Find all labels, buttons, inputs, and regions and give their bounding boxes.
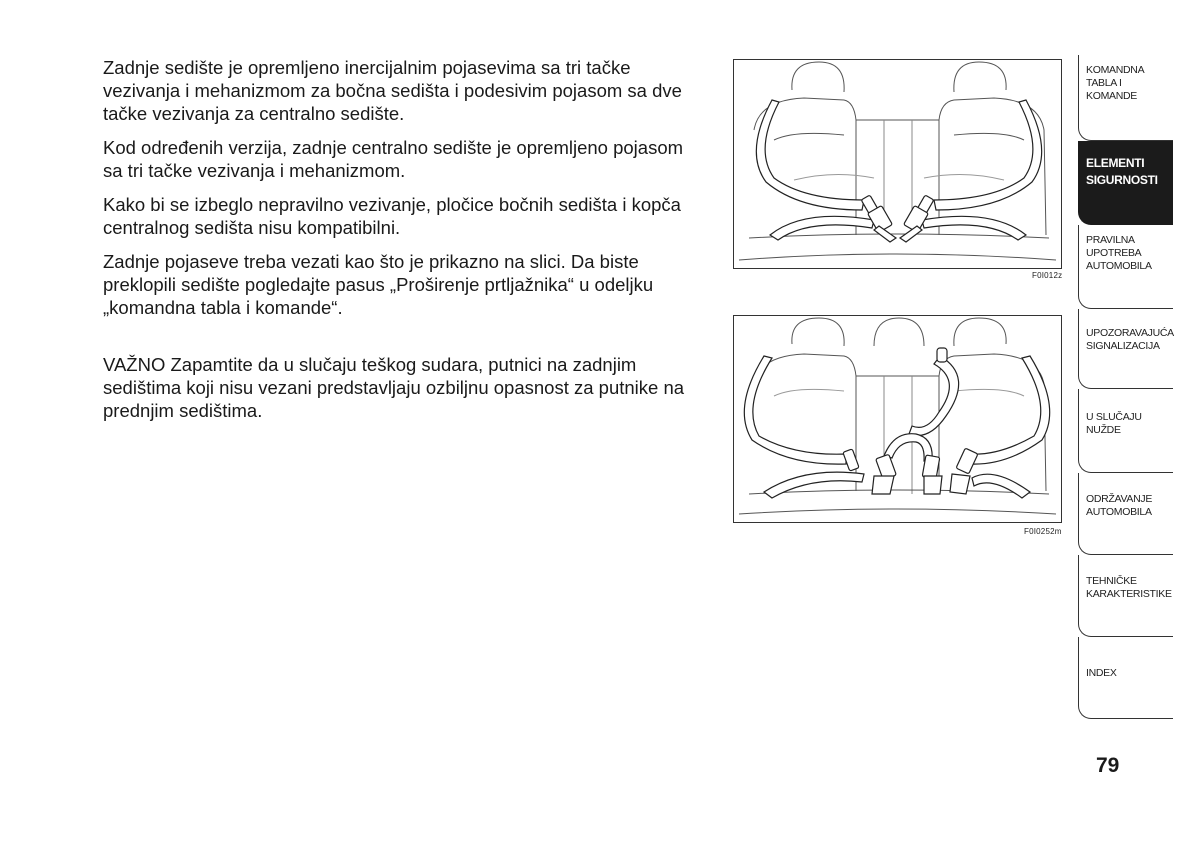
paragraph-rear-belts-intro: Zadnje sedište je opremljeno inercijalnim pojasevima sa tri tačke vezivanja i mehanizmom za bočna sedišta i podesivim pojasom sa dve tačke vezivanja za centralno sedište. [103,57,682,124]
tab-label: ELEMENTI SIGURNOSTI [1086,156,1158,187]
tab-label: U SLUČAJU NUŽDE [1086,411,1142,436]
tab-label: KOMANDNA TABLA I KOMANDE [1086,64,1145,102]
figure-code-2: F0I0252m [1024,527,1062,536]
paragraph-important-warning: VAŽNO Zapamtite da u slučaju teškog sudara, putnici na zadnjim sedištima koji nisu vezani predstavljaju ozbiljnu opasnost za putnike na prednjim sedištima. [103,354,685,421]
tab-upozoravajuca-signalizacija[interactable] [1078,309,1173,389]
tab-elementi-sigurnosti[interactable] [1078,141,1173,225]
page-number: 79 [1096,754,1120,777]
figure-rear-seat-belts-1 [733,59,1062,269]
body-text [103,56,703,433]
tab-label: PRAVILNA UPOTREBA AUTOMOBILA [1086,234,1152,272]
figure-code-1: F0I012z [1032,271,1063,280]
tab-komandna-tabla[interactable] [1078,55,1173,141]
paragraph-fastening-instructions: Zadnje pojaseve treba vezati kao što je prikazno na slici. Da biste preklopili sedište pogledajte pasus „Proširenje prtljažnika“ u odeljku „komandna tabla i komande“. [103,251,654,318]
paragraph-central-seat-versions: Kod određenih verzija, zadnje centralno sedište je opremljeno pojasom sa tri tačke vezivanja i mehanizmom. [103,137,684,181]
rear-seat-illustration-2 [734,316,1061,522]
tab-label: TEHNIČKE KARAKTERISTIKE [1086,575,1172,600]
tab-odrzavanje-automobila[interactable] [1078,473,1173,555]
tab-index[interactable] [1078,637,1173,719]
rear-seat-illustration-1 [734,60,1061,268]
tab-tehnicke-karakteristike[interactable] [1078,555,1173,637]
tab-label: UPOZORAVAJUĆA SIGNALIZACIJA [1086,327,1174,352]
tab-label: INDEX [1086,667,1117,679]
tab-label: ODRŽAVANJE AUTOMOBILA [1086,493,1153,518]
paragraph-compatibility: Kako bi se izbeglo nepravilno vezivanje, pločice bočnih sedišta i kopča centralnog sedišta nisu kompatibilni. [103,194,681,238]
tab-u-slucaju-nuzde[interactable] [1078,389,1173,473]
tab-pravilna-upotreba[interactable] [1078,225,1173,309]
figure-rear-seat-belts-2 [733,315,1062,523]
